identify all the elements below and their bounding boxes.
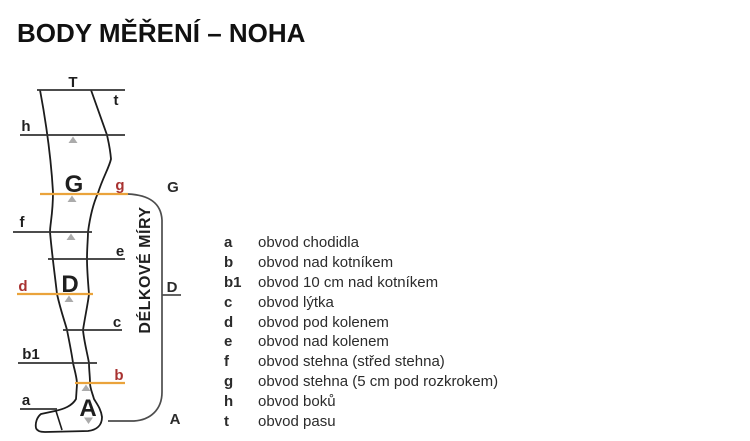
legend-label: obvod 10 cm nad kotníkem: [258, 273, 439, 291]
legend-label: obvod stehna (5 cm pod rozkrokem): [258, 372, 499, 390]
point-label-c: c: [112, 314, 122, 331]
legend-row: [224, 273, 530, 293]
legend-label: obvod pod kolenem: [258, 313, 389, 331]
length-measures-title: DÉLKOVÉ MÍRY: [137, 206, 154, 334]
legend-key: e: [224, 333, 233, 351]
legend-key: f: [224, 353, 229, 371]
legend-key: t: [224, 412, 229, 430]
point-label-A: A: [79, 395, 97, 422]
legend-row: [224, 332, 530, 352]
point-label-d: d: [18, 278, 28, 295]
point-label-t: t: [113, 92, 119, 109]
legend-row: [224, 292, 530, 312]
point-label-h: h: [21, 118, 31, 135]
point-label-g: g: [115, 177, 125, 194]
legend-label: obvod pasu: [258, 412, 336, 430]
bracket-label-A: A: [169, 411, 181, 428]
point-label-b1: b1: [22, 346, 40, 363]
legend: [224, 233, 530, 431]
arrow-up-marker-b: [82, 385, 91, 392]
arrow-up-marker-h: [69, 137, 78, 144]
legend-label: obvod boků: [258, 392, 336, 410]
legend-key: b1: [224, 273, 242, 291]
page-title: BODY MĚŘENÍ – NOHA: [17, 18, 306, 48]
legend-key: a: [224, 234, 233, 252]
arrow-up-marker-f: [67, 234, 76, 241]
point-label-T: T: [68, 74, 78, 91]
legend-row: [224, 372, 530, 392]
point-label-f: f: [19, 214, 25, 231]
legend-label: obvod stehna (střed stehna): [258, 353, 445, 371]
legend-row: [224, 411, 530, 431]
bracket-label-G: G: [167, 179, 179, 196]
legend-row: [224, 312, 530, 332]
point-label-G: G: [64, 171, 84, 198]
legend-label: obvod lýtka: [258, 293, 334, 311]
legend-key: h: [224, 392, 234, 410]
point-label-D: D: [61, 271, 79, 298]
legend-row: [224, 233, 530, 253]
bracket-label-D: D: [166, 279, 178, 296]
leg-measurement-diagram: [0, 0, 200, 441]
point-label-a: a: [21, 392, 31, 409]
point-label-e: e: [115, 243, 125, 260]
legend-key: b: [224, 254, 234, 272]
legend-label: obvod nad kolenem: [258, 333, 389, 351]
sock-toe-seam: [56, 411, 62, 430]
legend-key: g: [224, 372, 234, 390]
legend-key: d: [224, 313, 234, 331]
legend-key: c: [224, 293, 233, 311]
legend-label: obvod chodidla: [258, 234, 359, 252]
point-label-b: b: [114, 367, 124, 384]
legend-label: obvod nad kotníkem: [258, 254, 394, 272]
legend-row: [224, 253, 530, 273]
legend-row: [224, 352, 530, 372]
legend-row: [224, 391, 530, 411]
